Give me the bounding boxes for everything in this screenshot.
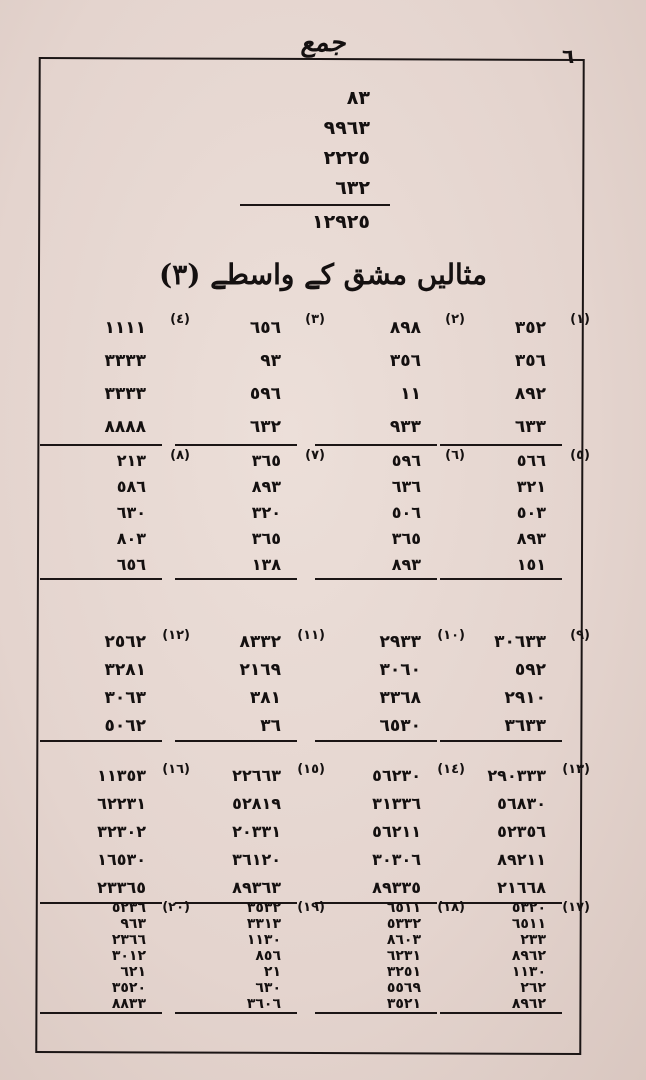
exercise-problem: [315, 628, 465, 742]
example-addend: ٩٩٦٣: [323, 117, 370, 139]
problem-addend: ٨٩٣: [516, 529, 546, 548]
exercise-problem: [440, 448, 590, 580]
problem-addend: ٥٨٦: [116, 477, 146, 496]
problem-addend: ٣٠١٢: [111, 948, 146, 964]
sum-rule: [315, 411, 437, 446]
problem-sum: ٨٩٣٣٥: [372, 878, 421, 897]
sum-rule: [40, 411, 162, 446]
exercise-problem: [440, 628, 590, 742]
exercise-problem: [40, 448, 190, 580]
problem-addend: ١١٣٥٣: [97, 766, 146, 785]
problem-addend: ٣٥٣٢: [246, 900, 281, 916]
problem-sum: ٦٣٣: [514, 417, 546, 437]
problem-sum: ٣٥٢١: [386, 996, 421, 1012]
exercise-problem: [175, 762, 325, 904]
exercise-problem: [440, 900, 590, 1014]
problem-addend: ٣٠٦٠: [379, 660, 421, 680]
problem-number: (١٩): [297, 900, 325, 915]
problem-number: (١٠): [437, 628, 465, 643]
sum-rule: [175, 552, 297, 580]
problem-addend: ٢٩١٠: [504, 688, 546, 708]
exercise-problem: [175, 900, 325, 1014]
sum-rule: [315, 996, 437, 1014]
problem-addend: ٢٢٦٦٣: [232, 766, 281, 785]
sum-rule: [315, 552, 437, 580]
problem-addend: ٥٦٢١١: [372, 822, 421, 841]
problem-number: (٧): [305, 448, 325, 463]
exercise-problem: [175, 448, 325, 580]
exercise-problem: [40, 628, 190, 742]
problem-addend: ٨٩٢: [514, 384, 546, 404]
problem-addend: ٣٠٦٣٣: [494, 632, 546, 652]
problem-addend: ٢٠٣٣١: [232, 822, 281, 841]
problem-addend: ٣٣٦٨: [379, 688, 421, 708]
problem-addend: ٥٢٨١٩: [232, 794, 281, 813]
problem-addend: ٣٠٦٣: [104, 688, 146, 708]
problem-addend: ٦٢٢٣١: [97, 794, 146, 813]
problem-addend: ٥٦٨٣٠: [497, 794, 546, 813]
problem-sum: ٦٥٦: [116, 555, 146, 574]
problem-addend: ٣٥٢٠: [111, 980, 146, 996]
problem-addend: ٢٩٠٣٣٣: [487, 766, 546, 785]
problem-addend: ٨٩٨: [389, 318, 421, 338]
page-number: ٦: [562, 44, 575, 68]
problem-number: (٢): [445, 312, 465, 327]
problem-sum: ٨٨٨٨: [104, 417, 146, 437]
problem-number: (٤): [170, 312, 190, 327]
problem-addend: ٨٣٣٢: [239, 632, 281, 652]
problem-addend: ٥٩٦: [391, 451, 421, 470]
example-addend: ٨٣: [346, 87, 370, 109]
problem-addend: ١١: [400, 384, 421, 404]
sum-rule: [440, 552, 562, 580]
problem-addend: ٦٢١: [120, 964, 146, 980]
problem-number: (١٣): [562, 762, 590, 777]
problem-addend: ٣٢٨١: [104, 660, 146, 680]
problem-addend: ٢٩٣٣: [379, 632, 421, 652]
problem-addend: ٦٣٠: [116, 503, 146, 522]
problem-addend: ٥٠٦: [391, 503, 421, 522]
problem-addend: ٣٦٥: [391, 529, 421, 548]
problem-sum: ٨٩٣: [391, 555, 421, 574]
problem-addend: ٢٥٦٢: [104, 632, 146, 652]
example-addend: ٢٢٢٥: [323, 147, 370, 169]
problem-addend: ٥٢٣٥٦: [497, 822, 546, 841]
problem-sum: ٨٨٣٣: [111, 996, 146, 1012]
problem-sum: ٥٠٦٢: [104, 716, 146, 736]
problem-addend: ٣٠٣٠٦: [372, 850, 421, 869]
problem-addend: ٦٥٦: [249, 318, 281, 338]
problem-addend: ٣٣١٣: [246, 916, 281, 932]
exercise-problem: [440, 312, 590, 446]
problem-number: (٣): [305, 312, 325, 327]
problem-addend: ٣١٣٣٦: [372, 794, 421, 813]
page-title: جمع: [300, 28, 346, 58]
problem-addend: ٥٣٢٠: [511, 900, 546, 916]
problem-addend: ٨٥٦: [255, 948, 281, 964]
problem-addend: ٩٣: [260, 351, 281, 371]
problem-addend: ٥٦٢٣٠: [372, 766, 421, 785]
problem-addend: ٢١٦٩: [239, 660, 281, 680]
problem-sum: ١٥١: [516, 555, 546, 574]
exercise-problem: [315, 762, 465, 904]
problem-number: (١): [570, 312, 590, 327]
problem-addend: ٣٥٢: [514, 318, 546, 338]
problem-sum: ٦٣٢: [249, 417, 281, 437]
problem-addend: ٣٨١: [249, 688, 281, 708]
problem-addend: ٦٢٣١: [386, 948, 421, 964]
problem-addend: ١١١١: [104, 318, 146, 338]
problem-addend: ٦٥١١: [511, 916, 546, 932]
problem-number: (٨): [170, 448, 190, 463]
problem-sum: ٨٩٣٦٣: [232, 878, 281, 897]
problem-addend: ٦٣٠: [255, 980, 281, 996]
problem-number: (١٦): [162, 762, 190, 777]
sum-rule: [40, 996, 162, 1014]
problem-addend: ٣٦٥: [251, 451, 281, 470]
problem-addend: ٨٠٣: [116, 529, 146, 548]
problem-addend: ٥٠٣: [516, 503, 546, 522]
exercise-problem: [315, 900, 465, 1014]
problem-sum: ٩٣٣: [389, 417, 421, 437]
problem-addend: ٣٢٣٠٢: [97, 822, 146, 841]
example-addend: ٦٣٢: [335, 177, 370, 199]
problem-addend: ٣٣٣٣: [104, 384, 146, 404]
sum-rule: [240, 204, 390, 206]
problem-addend: ٥٢٣٦: [111, 900, 146, 916]
problem-addend: ٣٢١: [516, 477, 546, 496]
problem-sum: ٨٩٦٢: [511, 996, 546, 1012]
exercise-problem: [315, 448, 465, 580]
problem-sum: ٦٥٣٠: [379, 716, 421, 736]
problem-addend: ٣٢٥١: [386, 964, 421, 980]
problem-sum: ٢٣٣٦٥: [97, 878, 146, 897]
problem-addend: ٨٦٠٣: [386, 932, 421, 948]
exercise-problem: [40, 762, 190, 904]
problem-addend: ٢٣٦٦: [111, 932, 146, 948]
problem-addend: ٣٦١٢٠: [232, 850, 281, 869]
sum-rule: [40, 552, 162, 580]
sum-rule: [175, 411, 297, 446]
problem-number: (١١): [297, 628, 325, 643]
sum-rule: [40, 712, 162, 742]
sum-rule: [440, 996, 562, 1014]
problem-number: (١٢): [162, 628, 190, 643]
exercise-problem: [40, 900, 190, 1014]
problem-addend: ٣٢٠: [251, 503, 281, 522]
problem-addend: ٥٩٢: [514, 660, 546, 680]
exercise-problem: [440, 762, 590, 904]
problem-addend: ٢٣٣: [520, 932, 546, 948]
problem-addend: ٨٩٦٢: [511, 948, 546, 964]
problem-addend: ٢١٣: [116, 451, 146, 470]
problem-addend: ٣٣٣٣: [104, 351, 146, 371]
problem-number: (٩): [570, 628, 590, 643]
exercise-problem: [175, 628, 325, 742]
problem-number: (٥): [570, 448, 590, 463]
problem-number: (١٨): [437, 900, 465, 915]
section-heading: مثالیں مشق کے واسطے (٣): [158, 258, 487, 291]
problem-addend: ٢٦٢: [520, 980, 546, 996]
problem-sum: ٣٦٣٣: [504, 716, 546, 736]
problem-addend: ٥٣٣٢: [386, 916, 421, 932]
problem-addend: ٦٥١١: [386, 900, 421, 916]
sum-rule: [440, 411, 562, 446]
problem-addend: ٥٦٦: [516, 451, 546, 470]
problem-addend: ١١٣٠: [246, 932, 281, 948]
problem-number: (١٧): [562, 900, 590, 915]
problem-addend: ٨٩٢١١: [497, 850, 546, 869]
problem-addend: ٥٩٦: [249, 384, 281, 404]
sum-rule: [440, 712, 562, 742]
problem-addend: ١٦٥٣٠: [97, 850, 146, 869]
exercise-problem: [40, 312, 190, 446]
problem-number: (١٤): [437, 762, 465, 777]
exercise-problem: [175, 312, 325, 446]
problem-addend: ١١٣٠: [511, 964, 546, 980]
worked-example: [240, 83, 390, 237]
problem-addend: ٨٩٣: [251, 477, 281, 496]
problem-sum: ٢١٦٦٨: [497, 878, 546, 897]
problem-sum: ٣٦٠٦: [246, 996, 281, 1012]
sum-rule: [175, 712, 297, 742]
problem-sum: ٣٦: [260, 716, 281, 736]
problem-number: (٢٠): [162, 900, 190, 915]
problem-addend: ٩٦٣: [120, 916, 146, 932]
problem-addend: ٢١: [263, 964, 281, 980]
problem-number: (١٥): [297, 762, 325, 777]
sum-rule: [315, 712, 437, 742]
example-sum: ١٢٩٢٥: [312, 211, 370, 233]
problem-addend: ٣٥٦: [389, 351, 421, 371]
sum-rule: [175, 996, 297, 1014]
problem-addend: ٥٥٦٩: [386, 980, 421, 996]
problem-sum: ١٣٨: [251, 555, 281, 574]
problem-addend: ٦٣٦: [391, 477, 421, 496]
problem-number: (٦): [445, 448, 465, 463]
problem-addend: ٣٦٥: [251, 529, 281, 548]
exercise-problem: [315, 312, 465, 446]
problem-addend: ٣٥٦: [514, 351, 546, 371]
